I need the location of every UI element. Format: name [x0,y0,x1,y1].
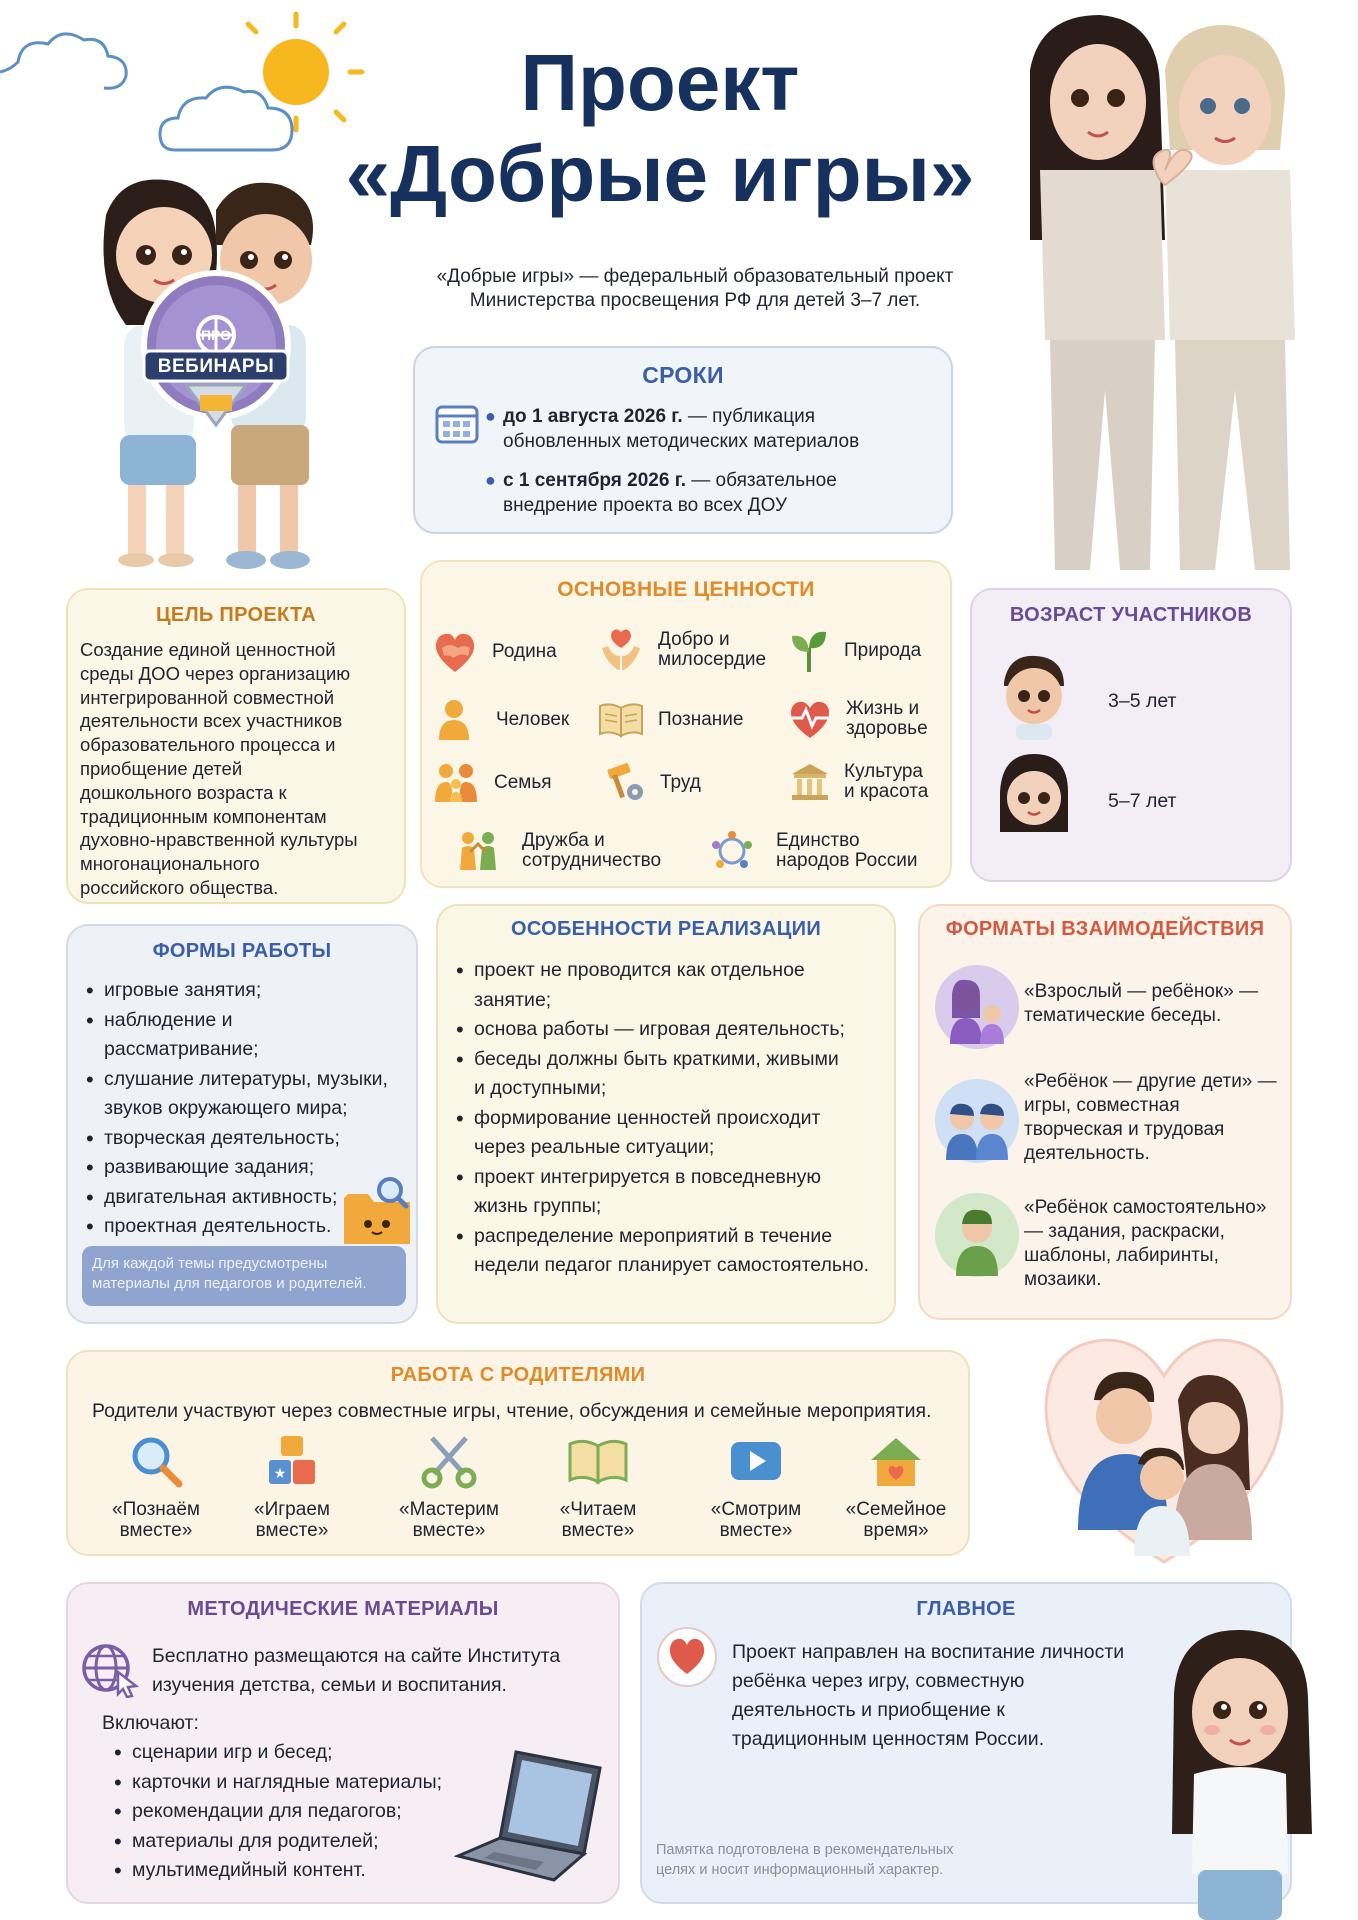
child-alone-avatar [934,1192,1020,1278]
list-item: • двигательная активность; [82,1183,412,1213]
goal-text: Создание единой ценностной среды ДОО через организацию интегрированной совместной деятельности всех участников образовательного процесса и приобщение детей дошкольного возраста к традиционным компонентам духовно-нравственной культуры многонационального российского общества. [80,639,358,898]
hands-heart-icon [598,626,644,674]
age-group-2: 5–7 лет [1108,790,1177,812]
house-icon [867,1432,925,1490]
cloud-icon [0,34,292,150]
deadline-text-1a: — публикация [682,406,815,427]
deadline-text-2a: — обязательное [686,470,837,491]
scissors-icon [420,1432,478,1490]
parents-item-play: ★ «Играем вместе» [228,1432,356,1541]
mother-figure [1174,1375,1252,1540]
boy-avatar [994,652,1074,740]
deadline-item-2: ● с 1 сентября 2026 г. — обязательное внедрение проекта во всех ДОУ [503,468,933,518]
features-list [452,956,892,1281]
features-card [436,904,896,1324]
main-point-title: ГЛАВНОЕ [916,1598,1016,1620]
parents-item-family-time: «Семейное время» [826,1432,966,1541]
heart-badge-icon [656,1626,718,1688]
value-item-labor: Труд [602,762,701,804]
deadlines-card [413,346,953,534]
value-item-life-health: Жизнь и здоровье [788,698,928,740]
value-item-homeland: Родина [432,630,557,674]
list-item: • наблюдение и рассматривание; [82,1006,412,1065]
value-item-nature: Природа [788,628,921,674]
main-point-text: Проект направлен на воспитание личности ребёнка через игру, совместную деятельность и приобщение к традиционным ценностям России. [732,1641,1125,1750]
list-item: • формирование ценностей происходит через реальные ситуации; [452,1104,892,1163]
list-item: • проект не проводится как отдельное занятие; [452,956,892,1015]
list-item: • творческая деятельность; [82,1124,412,1154]
list-item: • распределение мероприятий в течение недели педагог планирует самостоятельно. [452,1222,892,1281]
page-subtitle [380,265,1010,313]
deadline-item-1: ● до 1 августа 2026 г. — публикация обновленных методических материалов [503,404,933,454]
interaction-item-3: «Ребёнок самостоятельно» — задания, раскраски, шаблоны, лабиринты, мозаики. [1024,1197,1267,1290]
parents-title: РАБОТА С РОДИТЕЛЯМИ [390,1364,646,1386]
parents-intro: Родители участвуют через совместные игры, чтение, обсуждения и семейные мероприятия. [92,1400,932,1422]
value-item-unity: Единство народов России [710,830,917,872]
value-item-human: Человек [436,698,569,742]
adult-child-avatar [934,964,1020,1050]
parents-item-read: «Читаем вместе» [534,1432,662,1541]
globe-cursor-icon [80,1642,140,1698]
list-item: • материалы для родителей; [110,1827,510,1857]
value-item-family: Семья [434,762,552,804]
list-item: • мультимедийный контент. [110,1856,510,1886]
subtitle-line-1: «Добрые игры» — федеральный образовательный проект [436,266,954,287]
parents-item-watch: «Смотрим вместе» [692,1432,820,1541]
title-line-2: «Добрые игры» [345,129,975,218]
family-in-heart-illustration [1038,1330,1290,1570]
values-title: ОСНОВНЫЕ ЦЕННОСТИ [557,578,815,601]
list-item: • сценарии игр и бесед; [110,1738,510,1768]
play-icon [727,1432,785,1490]
children-group-avatar [934,1078,1020,1164]
list-item: • слушание литературы, музыки, звуков окружающего мира; [82,1065,412,1124]
materials-includes-label: Включают: [102,1712,199,1734]
deadline-text-2b: внедрение проекта во всех ДОУ [503,495,788,516]
open-book-icon [598,702,644,738]
interaction-item-1: «Взрослый — ребёнок» — тематические беседы. [1024,981,1259,1026]
list-item: • карточки и наглядные материалы; [110,1768,510,1798]
teachers-heart-gesture-illustration [1000,10,1320,590]
list-item: • развивающие задания; [82,1153,412,1183]
parents-item-learn: «Познаём вместе» [92,1432,220,1541]
museum-icon [790,762,830,802]
list-item: • беседы должны быть краткими, живыми и доступными; [452,1045,892,1104]
list-item: • проект интегрируется в повседневную жизнь группы; [452,1163,892,1222]
deadline-date-2: с 1 сентября 2026 г. [503,470,686,491]
woman-dark-hair [1030,15,1165,570]
age-title: ВОЗРАСТ УЧАСТНИКОВ [1009,604,1253,626]
features-title: ОСОБЕННОСТИ РЕАЛИЗАЦИИ [510,918,822,940]
methodical-materials-card [66,1582,620,1904]
subtitle-line-2: Министерства просвещения РФ для детей 3–7 лет. [469,290,921,311]
deadlines-title: СРОКИ [642,362,724,388]
laptop-icon [454,1744,608,1886]
person-icon [436,698,472,742]
deadline-date-1: до 1 августа 2026 г. [503,406,683,427]
deadline-text-1b: обновленных методических материалов [503,431,860,452]
work-forms-note [82,1246,406,1306]
svg-text:★: ★ [273,1466,287,1482]
girl-bottom-illustration [1160,1624,1320,1920]
woman-blonde-hair [1165,25,1295,570]
list-item: • игровые занятия; [82,976,412,1006]
title-line-1: Проект [520,38,800,127]
hammer-gear-icon [602,762,646,804]
badge-top-label: ПРО [200,327,232,343]
materials-intro: Бесплатно размещаются на сайте Института изучения детства, семьи и воспитания. [152,1645,561,1696]
folder-magnifier-icon [340,1176,416,1250]
book-icon [566,1432,630,1490]
goal-title: ЦЕЛЬ ПРОЕКТА [156,604,316,626]
goal-card [66,588,406,904]
age-card [970,588,1292,882]
value-item-friendship: Дружба и сотрудничество [456,830,661,872]
badge-main-label: ВЕБИНАРЫ [157,356,275,377]
magnifier-icon [127,1432,185,1490]
girl-avatar [994,752,1074,844]
list-item: • проектная деятельность. [82,1212,412,1242]
footnote: Памятка подготовлена в рекомендательных целях и носит информационный характер. [656,1842,954,1878]
value-item-culture: Культура и красота [790,762,928,802]
heartbeat-icon [788,698,832,740]
list-item: • рекомендации для педагогов; [110,1797,510,1827]
kids-with-badge-illustration [66,175,366,585]
values-card [420,560,952,888]
blocks-icon [263,1432,321,1490]
age-group-1: 3–5 лет [1108,690,1177,712]
calendar-icon [435,402,479,444]
russia-heart-icon [432,630,478,674]
list-item: • основа работы — игровая деятельность; [452,1015,892,1045]
note-line-2: материалы для педагогов и родителей. [92,1275,367,1292]
friends-icon [456,830,500,872]
sprout-icon [788,628,830,674]
unity-icon [710,830,754,872]
parents-item-craft: «Мастерим вместе» [374,1432,524,1541]
interaction-item-2: «Ребёнок — другие дети» — игры, совместная творческая и трудовая деятельность. [1024,1071,1277,1164]
page-title [300,38,1020,220]
parents-card [66,1350,970,1556]
value-item-kindness: Добро и милосердие [598,626,766,674]
value-item-knowledge: Познание [598,702,743,738]
work-forms-card [66,924,418,1324]
work-forms-title: ФОРМЫ РАБОТЫ [152,940,332,962]
materials-title: МЕТОДИЧЕСКИЕ МАТЕРИАЛЫ [187,1598,499,1620]
interaction-formats-title: ФОРМАТЫ ВЗАИМОДЕЙСТВИЯ [945,918,1265,940]
interaction-formats-card [918,904,1292,1320]
materials-list [110,1738,510,1886]
family-icon [434,762,478,804]
note-line-1: Для каждой темы предусмотрены [92,1255,328,1272]
